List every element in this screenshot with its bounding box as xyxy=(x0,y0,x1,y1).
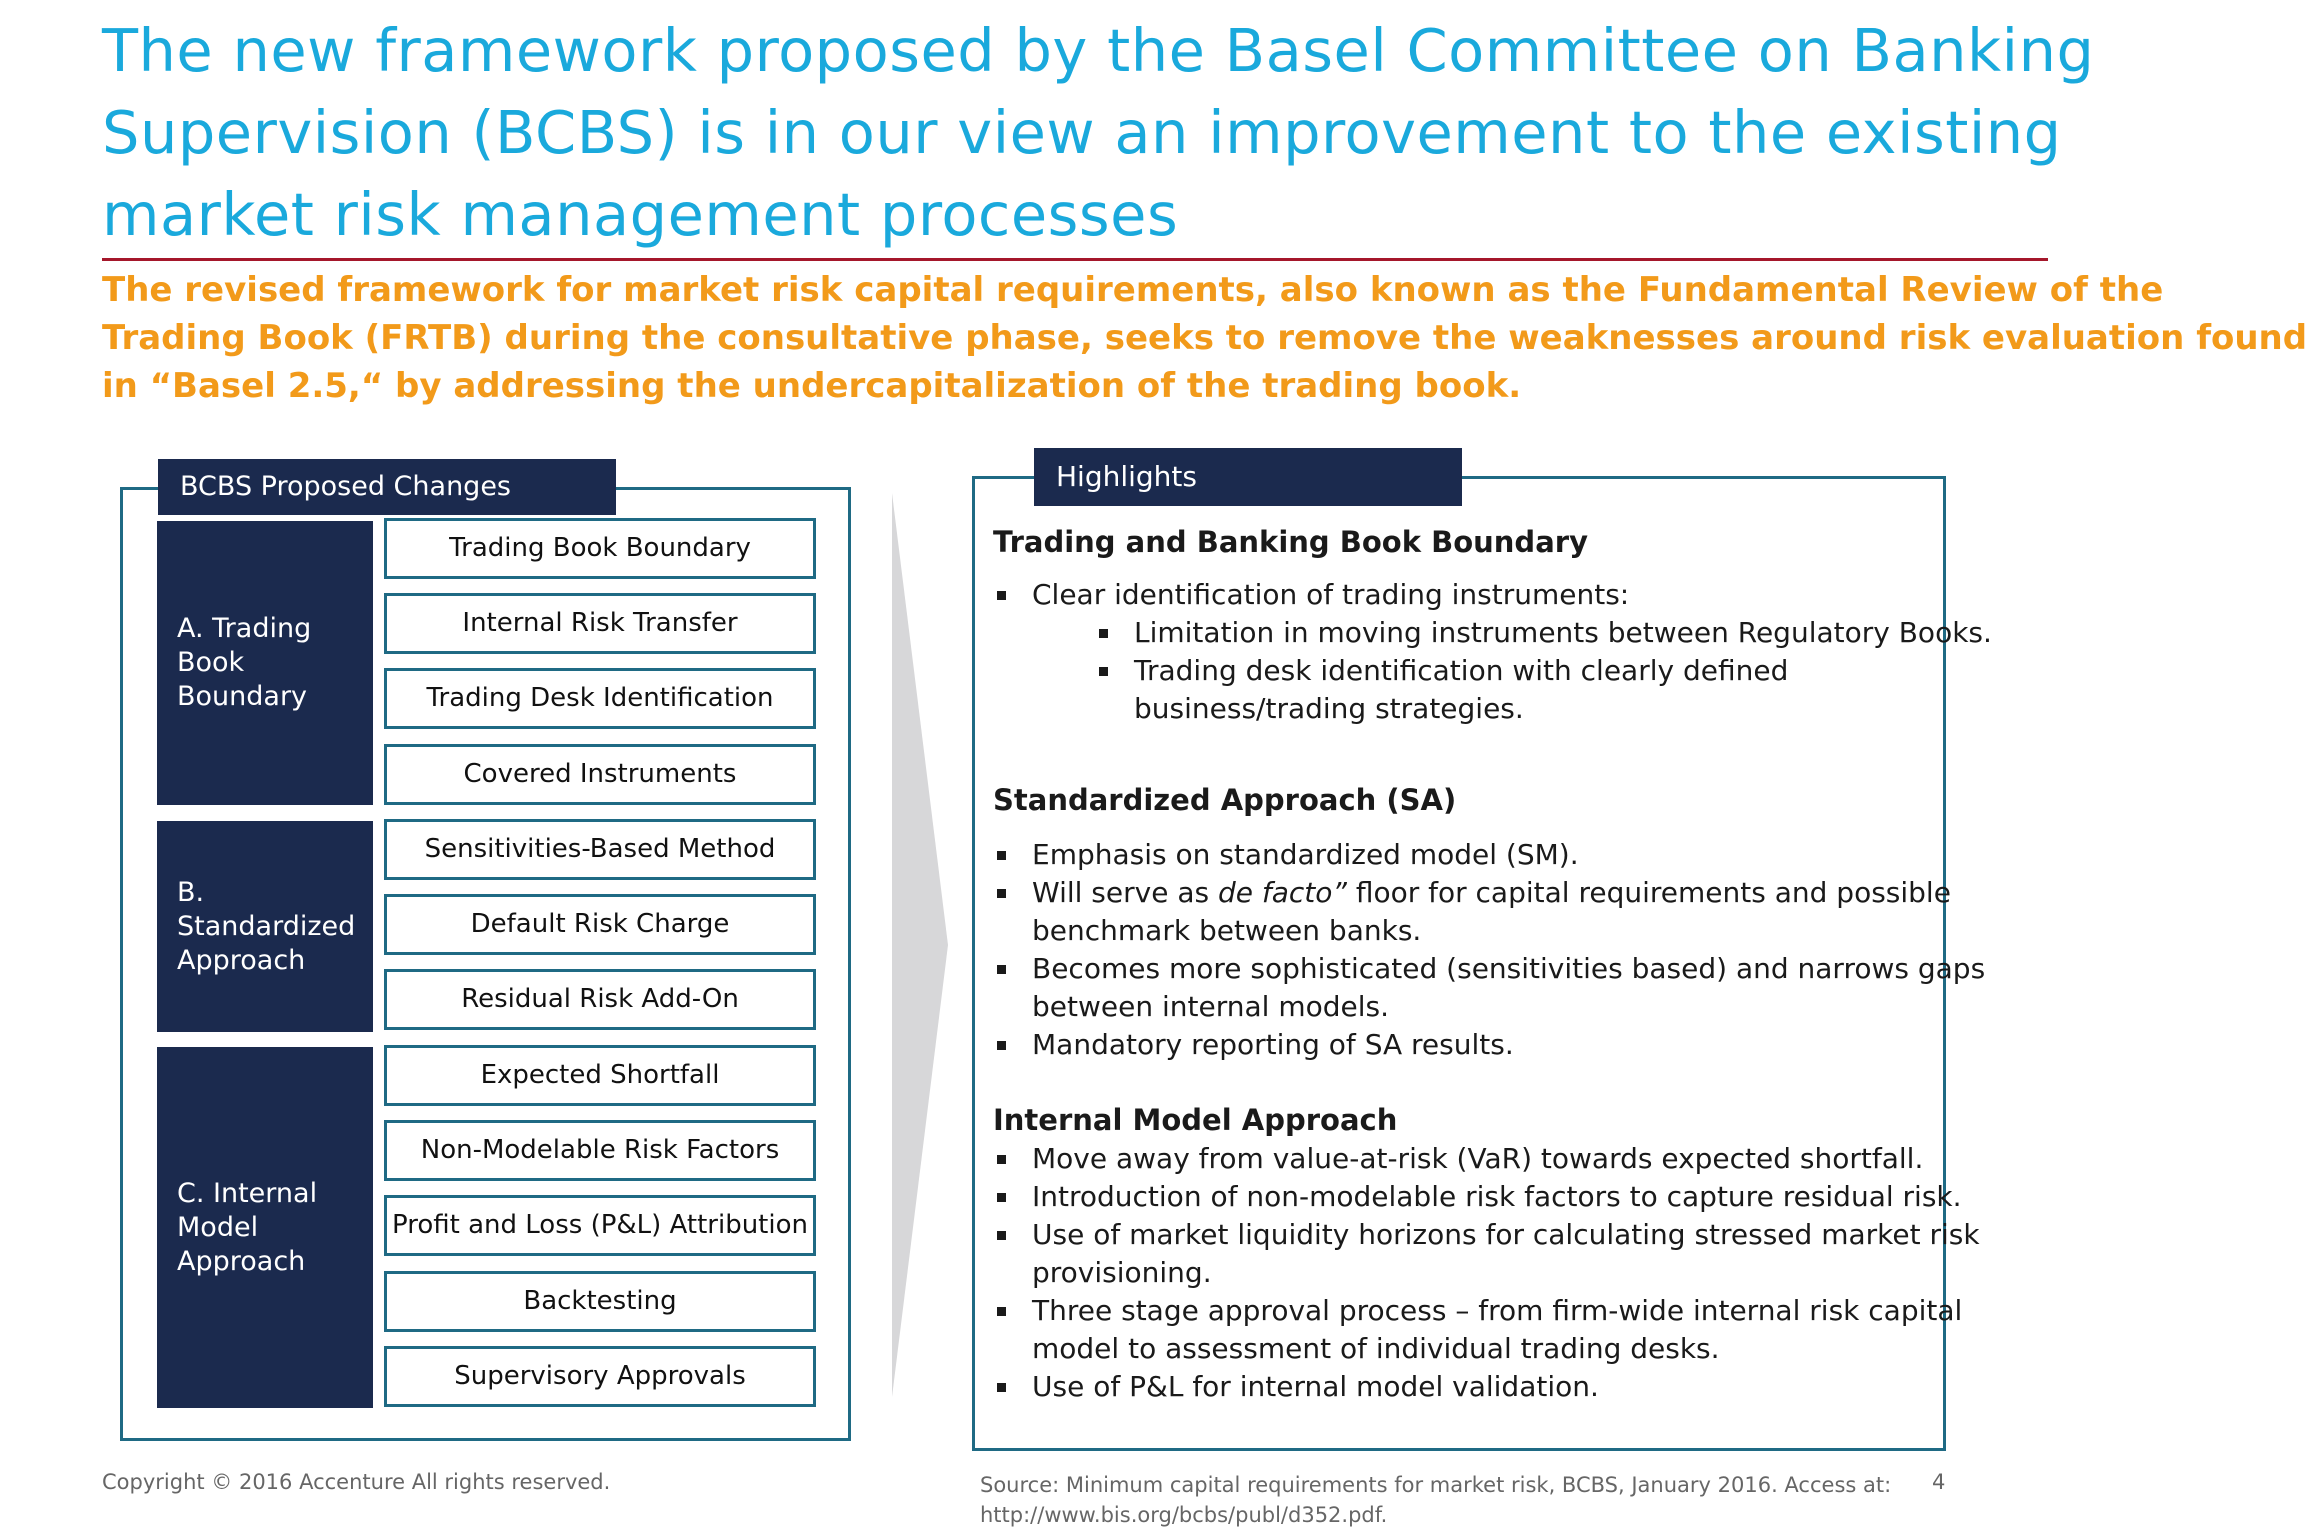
page-title xyxy=(102,10,2095,256)
change-item: Covered Instruments xyxy=(384,744,816,805)
category-internal-model-approach xyxy=(157,1047,373,1408)
section-heading: Internal Model Approach xyxy=(993,1103,1398,1137)
category-label: B. xyxy=(177,876,205,908)
line: Three stage approval process – from firm-wide internal risk capital xyxy=(1032,1294,1963,1327)
chevron-right-icon xyxy=(884,485,956,1405)
category-label: A. Trading xyxy=(177,613,312,644)
bullet-item: Mandatory reporting of SA results. xyxy=(993,1026,1933,1064)
line: Becomes more sophisticated (sensitivities based) and narrows gaps xyxy=(1032,952,1986,985)
line: model to assessment of individual trading desks. xyxy=(1032,1332,1720,1365)
change-item: Trading Desk Identification xyxy=(384,668,816,729)
highlights-content xyxy=(993,522,1992,1406)
text-run: Will serve as xyxy=(1032,876,1210,909)
line: Trading desk identification with clearly defined xyxy=(1134,654,1789,687)
line: provisioning. xyxy=(1032,1256,1212,1289)
change-item: Backtesting xyxy=(384,1271,816,1332)
category-label: Book Boundary xyxy=(177,647,308,712)
category-trading-book-boundary xyxy=(157,521,373,805)
subtitle-line: in “Basel 2.5,“ by addressing the undercapitalization of the trading book. xyxy=(102,366,1522,406)
bullet-item: Introduction of non-modelable risk factors to capture residual risk. xyxy=(993,1178,1933,1216)
bullet-item: Move away from value-at-risk (VaR) towards expected shortfall. xyxy=(993,1140,1933,1178)
line: business/trading strategies. xyxy=(1134,692,1524,725)
category-label: Approach xyxy=(177,944,306,976)
page-number: 4 xyxy=(1932,1470,1946,1494)
change-item: Non-Modelable Risk Factors xyxy=(384,1120,816,1181)
bullet-item: Use of P&L for internal model validation. xyxy=(993,1368,1933,1406)
emphasis-text: de facto” xyxy=(1217,876,1347,909)
highlights-tab: Highlights xyxy=(1034,448,1462,506)
title-line: market risk management processes xyxy=(102,180,1179,249)
change-item: Residual Risk Add-On xyxy=(384,969,816,1030)
change-item: Expected Shortfall xyxy=(384,1045,816,1106)
title-line: The new framework proposed by the Basel Committee on Banking xyxy=(102,16,2095,85)
title-divider xyxy=(102,258,2048,261)
bullet-item: Clear identification of trading instruments: xyxy=(993,576,1933,614)
change-item: Default Risk Charge xyxy=(384,894,816,955)
category-label: Model xyxy=(177,1211,259,1243)
line: Use of market liquidity horizons for calculating stressed market risk xyxy=(1032,1218,1980,1251)
change-item: Sensitivities-Based Method xyxy=(384,819,816,880)
category-label: Standardized xyxy=(177,910,356,942)
subtitle-line: The revised framework for market risk capital requirements, also known as the Fundamental Review of the xyxy=(102,270,2164,310)
change-item: Profit and Loss (P&L) Attribution xyxy=(384,1195,816,1256)
change-item: Supervisory Approvals xyxy=(384,1346,816,1407)
change-item: Internal Risk Transfer xyxy=(384,593,816,654)
subtitle-line: Trading Book (FRTB) during the consultative phase, seeks to remove the weaknesses around risk evaluation found xyxy=(102,318,2307,358)
change-item: Trading Book Boundary xyxy=(384,518,816,579)
section-heading: Trading and Banking Book Boundary xyxy=(993,525,1588,559)
category-label: C. Internal xyxy=(177,1177,318,1209)
copyright-notice: Copyright © 2016 Accenture All rights reserved. xyxy=(102,1470,611,1494)
source-line: http://www.bis.org/bcbs/publ/d352.pdf. xyxy=(980,1503,1388,1527)
bullet-item xyxy=(993,1292,1963,1368)
category-label: Approach xyxy=(177,1245,306,1277)
bullet-item xyxy=(993,1216,1980,1292)
title-line: Supervision (BCBS) is in our view an improvement to the existing xyxy=(102,98,2062,167)
section-heading: Standardized Approach (SA) xyxy=(993,783,1457,817)
line xyxy=(1032,874,1951,912)
bullet-item: Emphasis on standardized model (SM). xyxy=(993,836,1933,874)
source-line: Source: Minimum capital requirements for market risk, BCBS, January 2016. Access at: xyxy=(980,1473,1892,1497)
bullet-item xyxy=(993,950,1986,1026)
line: between internal models. xyxy=(1032,990,1389,1023)
source-citation xyxy=(980,1470,1892,1530)
bullet-item xyxy=(993,874,1951,950)
page-subtitle xyxy=(102,266,2307,410)
text-run: floor for capital requirements and possible xyxy=(1355,876,1951,909)
sub-bullet-item xyxy=(1095,652,1933,728)
category-standardized-approach xyxy=(157,821,373,1032)
line: benchmark between banks. xyxy=(1032,914,1422,947)
proposed-changes-tab: BCBS Proposed Changes xyxy=(158,459,616,515)
sub-bullet-item: Limitation in moving instruments between Regulatory Books. xyxy=(1095,614,1933,652)
